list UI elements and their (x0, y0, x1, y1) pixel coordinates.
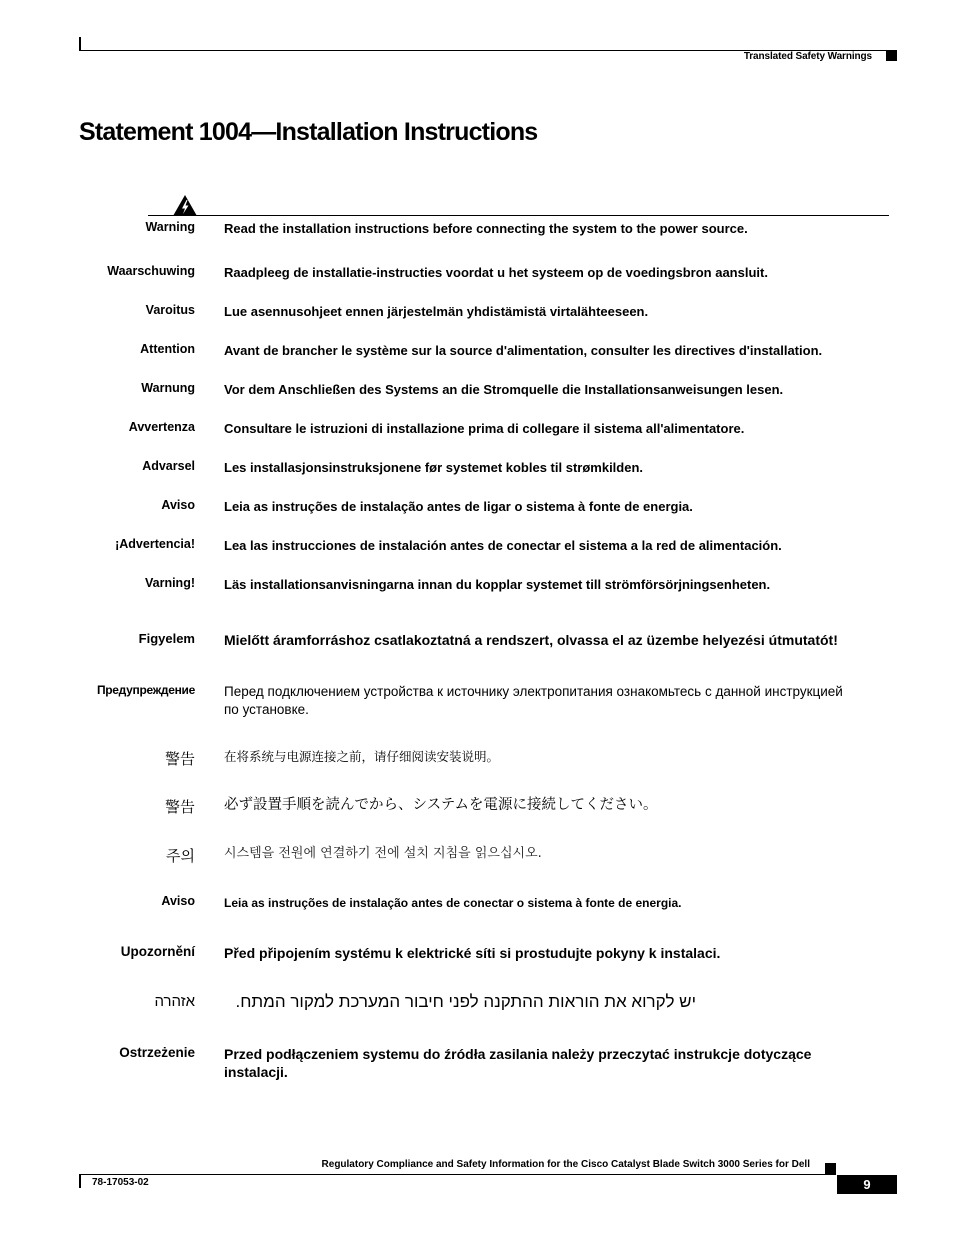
warning-label: Aviso (161, 894, 195, 908)
warning-label: Advarsel (142, 459, 195, 473)
warning-label: Предупреждение (96, 683, 195, 697)
warning-label: Waarschuwing (107, 264, 195, 278)
warning-label: Avvertenza (128, 420, 195, 434)
warning-rule (148, 215, 889, 216)
warning-label: Varoitus (145, 303, 195, 317)
warning-text: Raadpleeg de installatie-instructies voordat u het systeem op de voedingsbron aansluit. (224, 265, 768, 280)
warning-text: 在将系统与电源连接之前，请仔细阅读安装说明。 (224, 749, 500, 764)
warning-text: 시스템을 전원에 연결하기 전에 설치 지침을 읽으십시오. (224, 846, 542, 861)
footer-left-bar (79, 1174, 81, 1188)
warning-text: Leia as instruções de instalação antes de conectar o sistema à fonte de energia. (224, 896, 682, 910)
warning-label: 주의 (166, 848, 195, 865)
footer-doc-number: 78-17053-02 (92, 1177, 149, 1188)
warning-label: אזהרה (154, 993, 195, 1010)
warning-label: Figyelem (138, 631, 195, 646)
warning-label: Upozornění (120, 944, 195, 959)
warning-label: Warning (145, 220, 195, 234)
warning-text: Lue asennusohjeet ennen järjestelmän yhdistämistä virtalähteeseen. (224, 304, 649, 319)
page-title: Statement 1004—Installation Instructions (79, 118, 538, 146)
warning-text: 必ず設置手順を読んでから、システムを電源に接続してください。 (224, 797, 658, 813)
warning-label: Ostrzeżenie (119, 1045, 195, 1060)
warning-text: Avant de brancher le système sur la source d'alimentation, consulter les directives d'installation. (224, 343, 823, 358)
warning-text: Перед подключением устройства к источнику электропитания ознакомьтесь с данной инструкцией по установке. (224, 684, 843, 717)
warning-label: 警告 (164, 799, 195, 816)
footer-rule (79, 1174, 836, 1175)
warning-text: Läs installationsanvisningarna innan du kopplar systemet till strömförsörjningsenheten. (224, 577, 771, 592)
warning-label: 警告 (164, 751, 195, 768)
running-header: Translated Safety Warnings (743, 51, 872, 62)
warning-label: Varning! (144, 576, 195, 590)
warning-text: Vor dem Anschließen des Systems an die Stromquelle die Installationsanweisungen lesen. (224, 382, 784, 397)
warning-label: ¡Advertencia! (115, 537, 195, 551)
warning-text: Lea las instrucciones de instalación antes de conectar el sistema a la red de alimentación. (224, 538, 782, 553)
warning-text: Przed podłączeniem systemu do źródła zasilania należy przeczytać instrukcje dotyczące instalacji. (224, 1046, 812, 1080)
warning-label: Warnung (141, 381, 195, 395)
footer-document-title: Regulatory Compliance and Safety Information for the Cisco Catalyst Blade Switch 3000 Series for Dell (321, 1159, 810, 1170)
page-number: 9 (837, 1175, 897, 1194)
warning-text: יש לקרוא את הוראות ההתקנה לפני חיבור המערכת למקור המתח. (235, 992, 696, 1011)
warning-label: Aviso (161, 498, 195, 512)
warning-text: Les installasjonsinstruksjonene før systemet kobles til strømkilden. (224, 460, 644, 475)
header-square-marker (886, 50, 897, 61)
warning-text: Před připojením systému k elektrické síti si prostudujte pokyny k instalaci. (224, 945, 721, 961)
warning-label: Attention (140, 342, 195, 356)
warning-text: Mielőtt áramforráshoz csatlakoztatná a rendszert, olvassa el az üzembe helyezési útmutatót! (224, 632, 838, 648)
footer-square-marker (825, 1163, 836, 1174)
warning-text: Leia as instruções de instalação antes de ligar o sistema à fonte de energia. (224, 499, 693, 514)
header-left-bar (79, 37, 81, 51)
warning-text: Read the installation instructions before connecting the system to the power source. (224, 221, 748, 236)
warning-text: Consultare le istruzioni di installazione prima di collegare il sistema all'alimentatore. (224, 421, 745, 436)
